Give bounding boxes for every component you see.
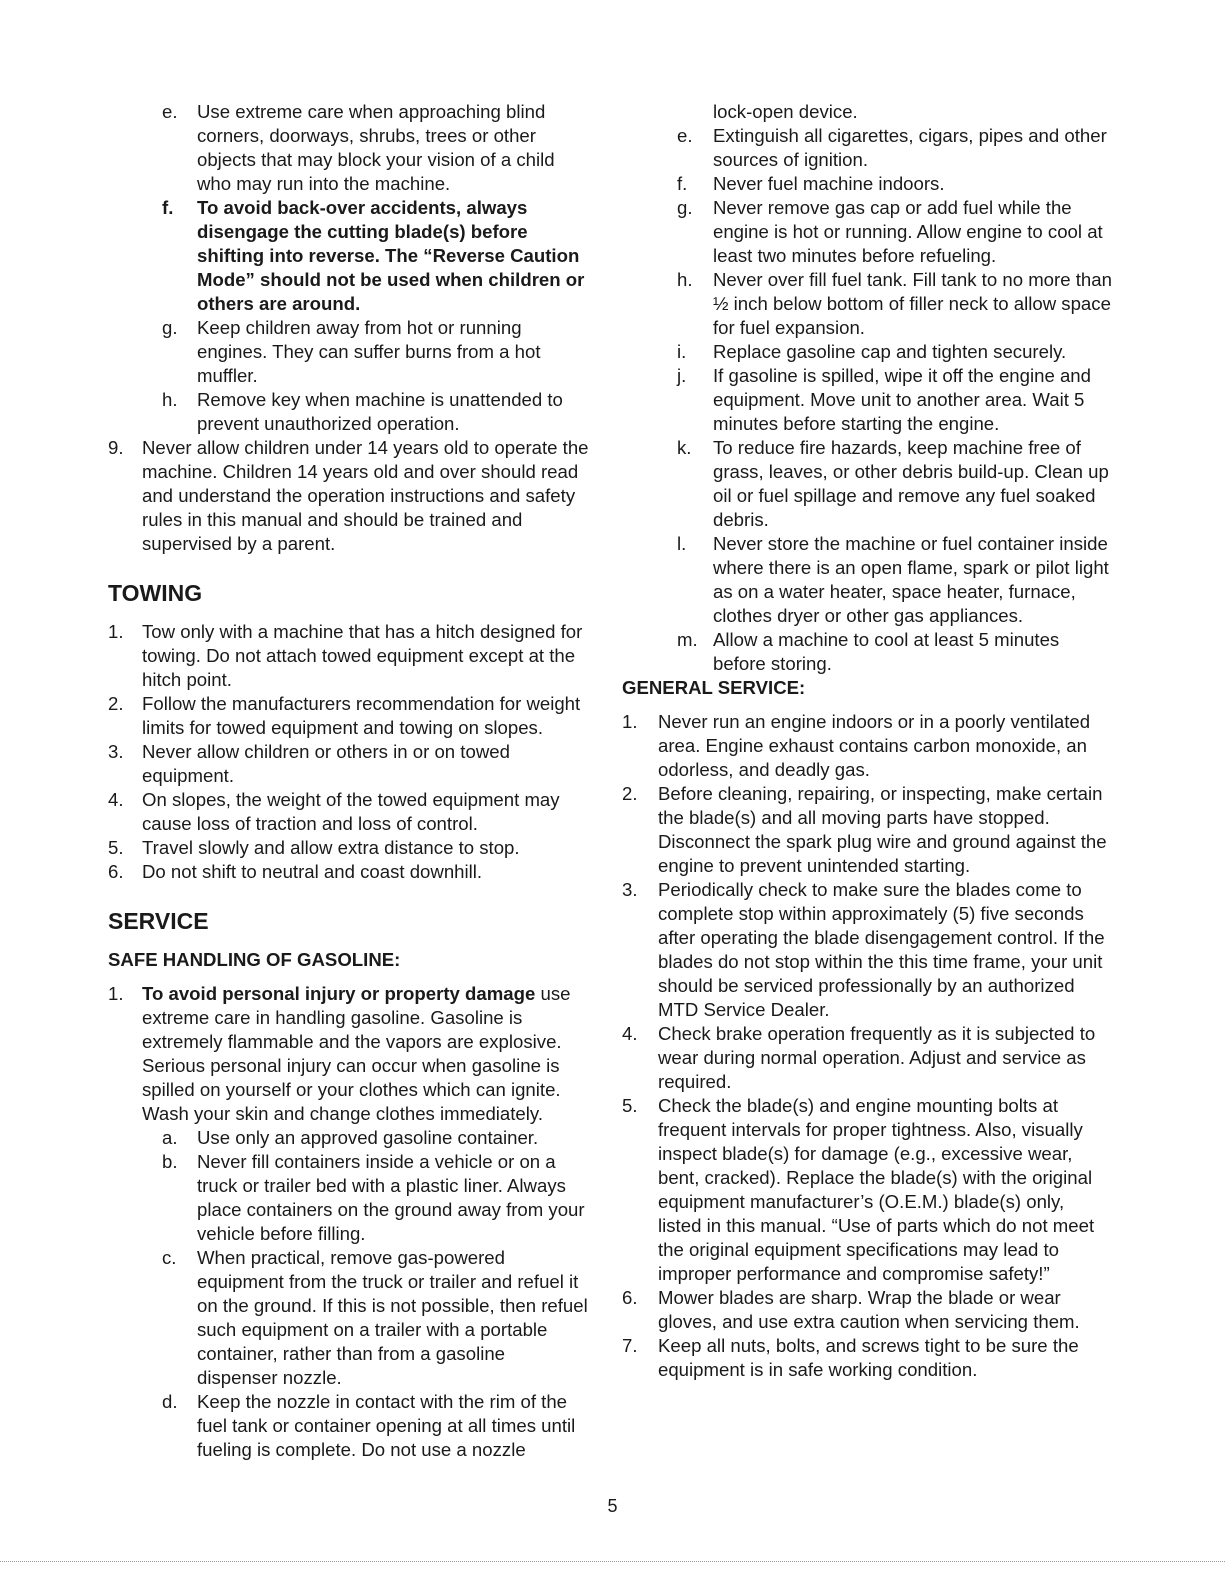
list-item (108, 860, 590, 884)
list-item (108, 788, 590, 836)
item-marker: i. (677, 341, 687, 362)
subsection-title-gasoline: SAFE HANDLING OF GASOLINE: (108, 949, 401, 970)
list-item (108, 388, 590, 436)
page-edge-divider (0, 1561, 1225, 1563)
item-text: Keep children away from hot or running engines. They can suffer burns from a hot muffler. (197, 317, 541, 386)
list-item (108, 692, 590, 740)
item-text: Never fill containers inside a vehicle or on a truck or trailer bed with a plastic liner. Always place containers on the ground away from your vehicle before filling. (197, 1151, 585, 1244)
item-marker: f. (677, 173, 688, 194)
item-text: If gasoline is spilled, wipe it off the engine and equipment. Move unit to another area. Wait 5 minutes before starting the engine. (713, 365, 1091, 434)
list-item (108, 740, 590, 788)
list-item (622, 124, 1112, 172)
item-marker: h. (677, 269, 693, 290)
list-item (622, 782, 1112, 878)
item-marker: 1. (108, 621, 124, 642)
item-text: Check the blade(s) and engine mounting bolts at frequent intervals for proper tightness. Also, visually inspect blade(s) for damage (e.g., excessive wear, bent, cracked). Replace the blade(s) with the original equipment manufacturer’s (O.E.M.) blade(s) only, listed in this manual. “Use of parts which do not meet the original equipment specifications may lead to improper performance and compromise safety!” (658, 1095, 1095, 1284)
item-text: Never run an engine indoors or in a poorly ventilated area. Engine exhaust contains carbon monoxide, an odorless, and deadly gas. (658, 711, 1091, 780)
list-item (622, 1094, 1112, 1286)
item-text: Travel slowly and allow extra distance to stop. (142, 837, 520, 858)
item-text: Before cleaning, repairing, or inspecting, make certain the blade(s) and all moving parts have stopped. Disconnect the spark plug wire and ground against the engine to prevent unintended starting. (658, 783, 1107, 876)
item-text: Never allow children under 14 years old to operate the machine. Children 14 years old and over should read and understand the operation instructions and safety rules in this manual and should be trained and supervised by a parent. (142, 437, 589, 554)
item-text: Mower blades are sharp. Wrap the blade or wear gloves, and use extra caution when servicing them. (658, 1287, 1080, 1332)
list-item (108, 100, 590, 196)
item-marker: l. (677, 533, 687, 554)
list-item (622, 1334, 1112, 1382)
list-item (622, 1022, 1112, 1094)
item-bold-text: To avoid personal injury or property damage (142, 983, 536, 1004)
list-item (108, 436, 590, 556)
section-title-towing: TOWING (108, 580, 203, 606)
item-text: To avoid back-over accidents, always disengage the cutting blade(s) before shifting into reverse. The “Reverse Caution Mode” should not be used when children or others are around. (197, 197, 585, 314)
item-text: Keep the nozzle in contact with the rim of the fuel tank or container opening at all times until fueling is complete. Do not use a nozzle (197, 1391, 576, 1460)
item-text: Remove key when machine is unattended to prevent unauthorized operation. (197, 389, 563, 434)
item-marker: 2. (622, 783, 638, 804)
item-marker: d. (162, 1391, 178, 1412)
list-item (622, 628, 1112, 676)
item-text: Do not shift to neutral and coast downhill. (142, 861, 483, 882)
item-marker: 6. (108, 861, 124, 882)
item-text: Periodically check to make sure the blades come to complete stop within approximately (5) five seconds after operating the blade disengagement control. If the blades do not stop within the this time frame, your unit should be serviced professionally by an authorized MTD Service Dealer. (658, 879, 1105, 1020)
item-marker: a. (162, 1127, 178, 1148)
list-item (622, 878, 1112, 1022)
item-marker: m. (677, 629, 698, 650)
item-marker: g. (162, 317, 178, 338)
continued-text: lock-open device. (713, 101, 858, 122)
item-marker: 2. (108, 693, 124, 714)
item-marker: 6. (622, 1287, 638, 1308)
list-item (108, 1390, 590, 1462)
item-text: Allow a machine to cool at least 5 minutes before storing. (713, 629, 1060, 674)
item-text: Replace gasoline cap and tighten securely. (713, 341, 1067, 362)
list-item (108, 1150, 590, 1246)
item-text: To reduce fire hazards, keep machine free of grass, leaves, or other debris build-up. Clean up oil or fuel spillage and remove any fuel soaked debris. (713, 437, 1109, 530)
item-text: Extinguish all cigarettes, cigars, pipes and other sources of ignition. (713, 125, 1107, 170)
list-item (108, 982, 590, 1126)
list-item (108, 196, 590, 316)
item-marker: b. (162, 1151, 178, 1172)
list-item (108, 1126, 590, 1150)
item-text: Follow the manufacturers recommendation for weight limits for towed equipment and towing on slopes. (142, 693, 581, 738)
item-marker: 5. (622, 1095, 638, 1116)
item-text: Never remove gas cap or add fuel while the engine is hot or running. Allow engine to cool at least two minutes before refueling. (713, 197, 1103, 266)
item-marker: 1. (108, 983, 124, 1004)
item-text: Tow only with a machine that has a hitch designed for towing. Do not attach towed equipment except at the hitch point. (142, 621, 583, 690)
list-item (622, 340, 1112, 364)
item-text: Keep all nuts, bolts, and screws tight to be sure the equipment is in safe working condition. (658, 1335, 1079, 1380)
item-marker: 7. (622, 1335, 638, 1356)
item-text: Never allow children or others in or on towed equipment. (142, 741, 510, 786)
item-text: When practical, remove gas-powered equipment from the truck or trailer and refuel it on the ground. If this is not possible, then refuel such equipment on a trailer with a portable container, rather than from a gasoline dispenser nozzle. (197, 1247, 588, 1388)
list-item (622, 436, 1112, 532)
item-marker: 9. (108, 437, 124, 458)
left-column (108, 100, 590, 1462)
item-text: Never fuel machine indoors. (713, 173, 945, 194)
item-marker: e. (162, 101, 178, 122)
page-number: 5 (607, 1496, 618, 1516)
item-marker: 4. (108, 789, 124, 810)
list-item (622, 172, 1112, 196)
item-marker: 4. (622, 1023, 638, 1044)
item-text: Never store the machine or fuel container inside where there is an open flame, spark or pilot light as on a water heater, space heater, furnace, clothes dryer or other gas appliances. (713, 533, 1109, 626)
list-item (622, 1286, 1112, 1334)
list-item (622, 532, 1112, 628)
list-item (108, 620, 590, 692)
item-text: Check brake operation frequently as it is subjected to wear during normal operation. Adjust and service as required. (658, 1023, 1096, 1092)
item-marker: f. (162, 197, 174, 218)
item-text: Use only an approved gasoline container. (197, 1127, 539, 1148)
list-item (622, 268, 1112, 340)
item-text: Never over fill fuel tank. Fill tank to no more than ½ inch below bottom of filler neck to allow space for fuel expansion. (713, 269, 1112, 338)
item-marker: 3. (108, 741, 124, 762)
list-item (622, 710, 1112, 782)
item-marker: 3. (622, 879, 638, 900)
list-item (622, 196, 1112, 268)
right-column (622, 100, 1112, 1382)
item-text: Use extreme care when approaching blind corners, doorways, shrubs, trees or other objects that may block your vision of a child who may run into the machine. (197, 101, 555, 194)
item-marker: k. (677, 437, 692, 458)
item-text: On slopes, the weight of the towed equipment may cause loss of traction and loss of control. (142, 789, 560, 834)
item-marker: g. (677, 197, 693, 218)
item-marker: 5. (108, 837, 124, 858)
item-marker: c. (162, 1247, 177, 1268)
list-item (108, 316, 590, 388)
item-marker: h. (162, 389, 178, 410)
item-text: use extreme care in handling gasoline. Gasoline is extremely flammable and the vapors are explosive. Serious personal injury can occur when gasoline is spilled on yourself or your clothes which can ignite. Wash your skin and change clothes immediately. (142, 983, 571, 1124)
subsection-title-general-service: GENERAL SERVICE: (622, 677, 806, 698)
list-item (108, 1246, 590, 1390)
item-marker: 1. (622, 711, 638, 732)
item-marker: e. (677, 125, 693, 146)
section-title-service: SERVICE (108, 908, 209, 934)
list-item (108, 836, 590, 860)
item-marker: j. (677, 365, 687, 386)
list-item (622, 364, 1112, 436)
